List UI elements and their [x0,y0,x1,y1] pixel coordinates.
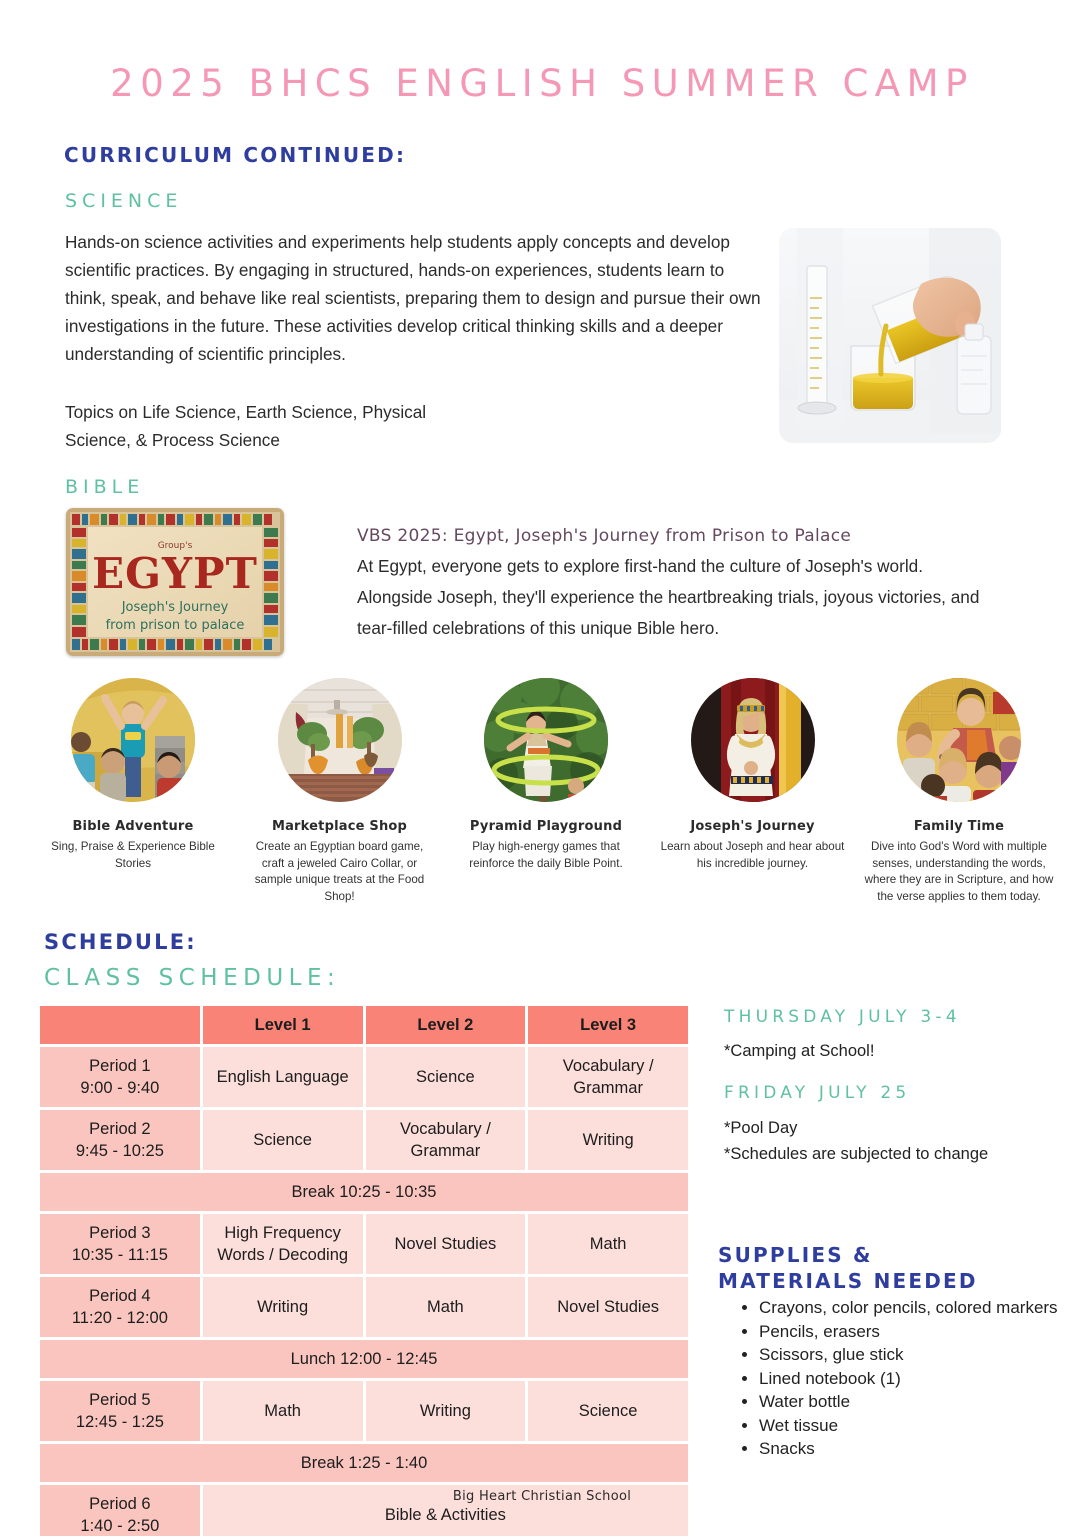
period-cell [40,1381,200,1441]
supplies-list [740,1296,1070,1461]
table-header-row [40,1006,688,1044]
pyramid-playground-photo [484,678,608,802]
period-time: 10:35 - 11:15 [71,1246,168,1264]
period-label: Period 2 [89,1120,151,1138]
table-row [40,1110,688,1170]
subject-cell: Science [203,1110,363,1170]
table-header-level-1: Level 1 [203,1006,363,1044]
list-item: • Lined notebook (1) [759,1367,1070,1391]
subject-cell: Science [528,1381,688,1441]
egypt-logo-sub1: Joseph's Journey [121,600,229,615]
period-time: 1:40 - 2:50 [80,1517,160,1535]
subject-cell: Math [366,1277,526,1337]
special-date-thursday: THURSDAY JULY 3-4 [724,1007,961,1027]
station-card-marketplace-shop [245,678,435,905]
science-subsection-heading: SCIENCE [65,190,183,212]
period-label: Period 1 [89,1057,151,1075]
station-title: Joseph's Journey [690,819,815,834]
page-title: 2025 BHCS ENGLISH SUMMER CAMP [110,62,974,105]
period-time: 9:00 - 9:40 [80,1079,160,1097]
bible-activities-cell: Bible & Activities [203,1485,688,1536]
bible-body-text: At Egypt, everyone gets to explore first-hand the culture of Joseph's world. Alongside Joseph, they'll experience the heartbreaking trials, joyous victories, and tear-filled celebrations of this unique Bible hero. [357,556,980,638]
science-topics-text: Topics on Life Science, Earth Science, Physical Science, & Process Science [65,402,427,450]
josephs-journey-photo [691,678,815,802]
supplies-heading: SUPPLIES & MATERIALS NEEDED [718,1243,978,1293]
bible-adventure-photo [71,678,195,802]
table-row [40,1381,688,1441]
marketplace-shop-photo [278,678,402,802]
subject-cell: Math [203,1381,363,1441]
list-item: • Snacks [759,1437,1070,1461]
subject-cell: Science [366,1047,526,1107]
list-item: • Water bottle [759,1390,1070,1414]
period-time: 11:20 - 12:00 [71,1309,168,1327]
break-cell: Break 1:25 - 1:40 [40,1444,688,1482]
footer-school-name: Big Heart Christian School [452,1489,632,1504]
period-label: Period 6 [89,1495,151,1513]
station-card-bible-adventure [38,678,228,905]
table-row-break [40,1340,688,1378]
period-cell [40,1047,200,1107]
subject-cell: Novel Studies [366,1214,526,1274]
table-row [40,1214,688,1274]
table-row [40,1047,688,1107]
class-schedule-heading: CLASS SCHEDULE: [44,965,341,991]
station-body: Play high-energy games that reinforce the daily Bible Point. [469,840,623,870]
station-title: Pyramid Playground [469,819,623,834]
family-time-photo [897,678,1021,802]
station-card-josephs-journey [658,678,848,905]
list-item: • Wet tissue [759,1414,1070,1438]
subject-cell: Writing [528,1110,688,1170]
period-cell [40,1214,200,1274]
station-card-family-time [864,678,1054,905]
egypt-logo-title: EGYPT [92,549,258,598]
special-date-friday: FRIDAY JULY 25 [724,1083,911,1103]
table-header-level-3: Level 3 [528,1006,688,1044]
schedule-section-heading: SCHEDULE: [44,930,197,954]
special-date-note: *Camping at School! [724,1042,875,1060]
period-cell [40,1110,200,1170]
subject-cell: Vocabulary / Grammar [366,1110,526,1170]
station-body: Dive into God's Word with multiple senses, understanding the words, where they are in Scripture, and how the verse applies to them today. [864,840,1054,903]
subject-cell: Writing [366,1381,526,1441]
subject-cell: High Frequency Words / Decoding [203,1214,363,1274]
table-header-blank [40,1006,200,1044]
period-label: Period 4 [89,1287,151,1305]
period-label: Period 3 [89,1224,151,1242]
egypt-logo-sub2: from prison to palace [105,618,245,633]
special-date-note: *Pool Day [724,1119,798,1137]
bible-subsection-heading: BIBLE [65,476,145,498]
period-label: Period 5 [89,1391,151,1409]
station-title: Bible Adventure [72,819,194,834]
vbs-title: VBS 2025: Egypt, Joseph's Journey from Prison to Palace [357,526,852,546]
class-schedule-table [37,1003,691,1536]
list-item: • Pencils, erasers [759,1320,1070,1344]
period-time: 12:45 - 1:25 [75,1413,164,1431]
table-row-break [40,1444,688,1482]
egypt-logo-brand: Group's [157,541,193,551]
station-body: Learn about Joseph and hear about his incredible journey. [660,840,845,870]
lunch-cell: Lunch 12:00 - 12:45 [40,1340,688,1378]
subject-cell: Vocabulary / Grammar [528,1047,688,1107]
table-header-level-2: Level 2 [366,1006,526,1044]
table-row-break [40,1173,688,1211]
station-title: Marketplace Shop [271,819,408,834]
subject-cell: Writing [203,1277,363,1337]
curriculum-section-heading: CURRICULUM CONTINUED: [64,143,407,167]
subject-cell: Math [528,1214,688,1274]
table-row [40,1277,688,1337]
station-body: Create an Egyptian board game, craft a jeweled Cairo Collar, or sample unique treats at the Food Shop! [254,840,425,903]
station-photo-row [38,678,1054,905]
subject-cell: English Language [203,1047,363,1107]
station-body: Sing, Praise & Experience Bible Stories [51,840,215,870]
break-cell: Break 10:25 - 10:35 [40,1173,688,1211]
schedule-change-note: *Schedules are subjected to change [724,1145,989,1163]
period-cell [40,1277,200,1337]
period-time: 9:45 - 10:25 [75,1142,164,1160]
science-pouring-oil-beaker-photo [779,228,1001,443]
station-card-pyramid-playground [451,678,641,905]
egypt-vbs-logo [66,508,284,656]
subject-cell: Novel Studies [528,1277,688,1337]
list-item: • Scissors, glue stick [759,1343,1070,1367]
science-body-text: Hands-on science activities and experiments help students apply concepts and develop scientific practices. By engaging in structured, hands-on experiences, students learn to think, speak, and behave like real scientists, preparing them to design and pursue their own investigations in the future. These activities develop critical thinking skills and a deeper understanding of scientific principles. [65,232,761,364]
station-title: Family Time [913,819,1005,834]
list-item: • Crayons, color pencils, colored markers [759,1296,1070,1320]
